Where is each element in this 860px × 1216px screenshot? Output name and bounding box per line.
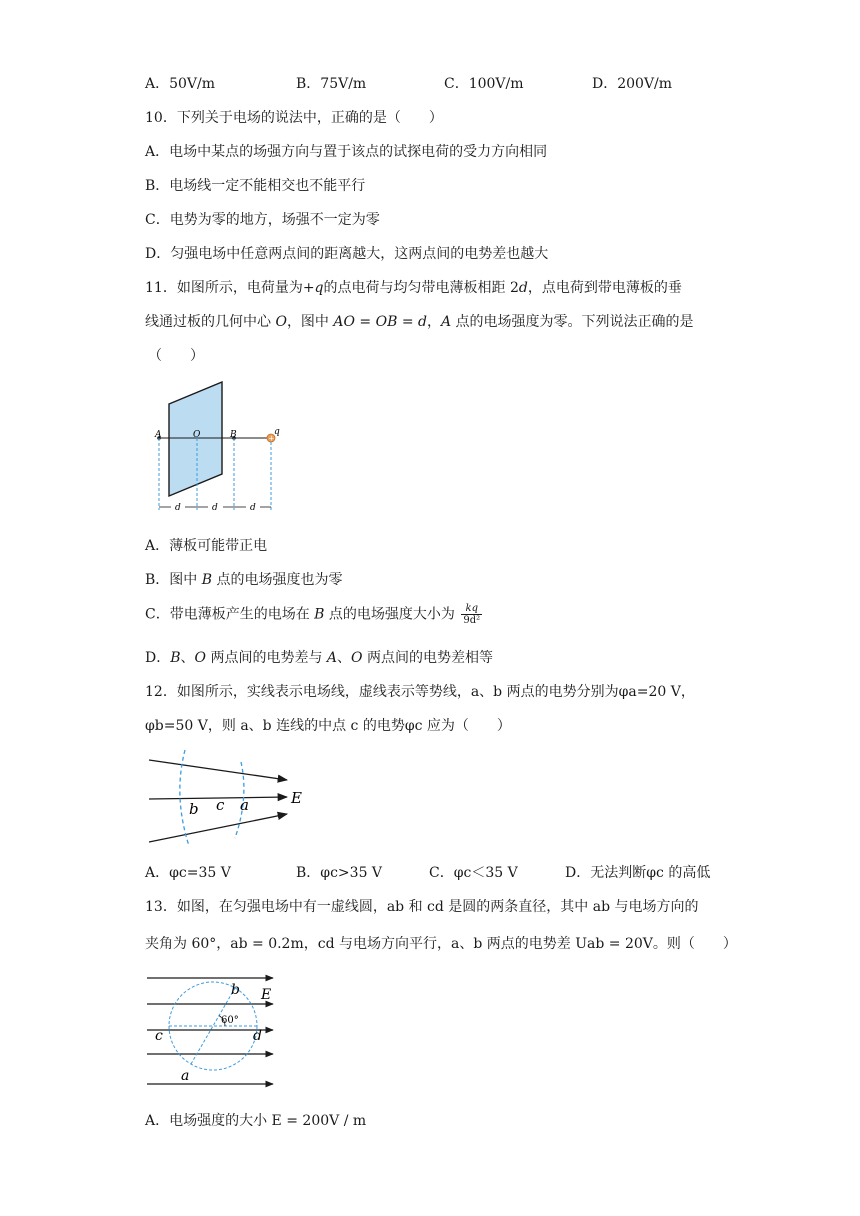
q10-option-a: A．电场中某点的场强方向与置于该点的试探电荷的受力方向相同 (145, 144, 548, 160)
label-d3: d (250, 503, 256, 513)
label-o: O (193, 430, 201, 440)
label-d1: d (175, 503, 181, 513)
q10-option-c: C．电势为零的地方，场强不一定为零 (145, 212, 380, 228)
label-d2: d (212, 503, 218, 513)
label-b: b (231, 982, 240, 998)
diameter-ab (191, 988, 235, 1064)
dashed-circle (169, 982, 257, 1070)
q11-stem-line1: 11．如图所示，电荷量为+q的点电荷与均匀带电薄板相距 2d，点电荷到带电薄板的垂 (145, 280, 682, 296)
q12-option-a: A．φc=35 V (145, 865, 231, 881)
q9-option-b: B．75V/m (296, 76, 367, 92)
q10-option-d: D．匀强电场中任意两点间的距离越大，这两点间的电势差也越大 (145, 246, 549, 262)
q11-option-c: C．带电薄板产生的电场在 B 点的电场强度大小为 $\frac{kq}{\text{9d²}}$ (145, 603, 481, 626)
svg-text:+: + (268, 434, 275, 443)
label-c: c (155, 1028, 163, 1044)
label-a: A (155, 430, 162, 440)
label-a: a (240, 796, 249, 814)
label-c: c (216, 796, 225, 814)
fraction-kq-9d2: $\frac{kq}{\text{9d²}}$ (463, 603, 481, 626)
q10-stem: 10．下列关于电场的说法中，正确的是（ ） (145, 110, 443, 126)
q12-stem-line1: 12．如图所示，实线表示电场线，虚线表示等势线，a、b 两点的电势分别为φa=20 V， (145, 684, 695, 700)
q12-option-b: B．φc>35 V (296, 865, 383, 881)
q12-figure (145, 748, 315, 848)
field-line-top (149, 760, 287, 780)
q11-option-b: B．图中 B 点的电场强度也为零 (145, 572, 343, 588)
q11-stem-line2: 线通过板的几何中心 O，图中 AO = OB = d，A 点的电场强度为零。下列说法正确的是 (145, 314, 694, 330)
q13-stem-line1: 13．如图，在匀强电场中有一虚线圆，ab 和 cd 是圆的两条直径，其中 ab 与电场方向的 (145, 899, 699, 915)
q13-stem-line2: 夹角为 60°，ab = 0.2m，cd 与电场方向平行，a、b 两点的电势差 Uab = 20V。则（ ） (145, 936, 737, 952)
q9-option-c: C．100V/m (444, 76, 524, 92)
q9-option-d: D．200V/m (592, 76, 673, 92)
q11-figure (145, 378, 295, 518)
label-a: a (181, 1068, 190, 1084)
q11-option-d: D．B、O 两点间的电势差与 A、O 两点间的电势差相等 (145, 650, 493, 666)
label-q: q (274, 427, 280, 437)
label-b: b (189, 800, 199, 818)
label-d: d (253, 1028, 262, 1044)
q9-option-a: A．50V/m (145, 76, 216, 92)
q12-option-d: D．无法判断φc 的高低 (565, 865, 711, 881)
q10-option-b: B．电场线一定不能相交也不能平行 (145, 178, 366, 194)
q13-figure (145, 968, 295, 1096)
label-angle: 60° (221, 1015, 239, 1026)
q12-option-c: C．φc＜35 V (429, 865, 518, 881)
q13-option-a: A．电场强度的大小 E = 200V / m (145, 1113, 367, 1129)
label-b: B (230, 430, 237, 440)
q11-stem-line3: （ ） (148, 348, 204, 364)
q12-stem-line2: φb=50 V，则 a、b 连线的中点 c 的电势φc 应为（ ） (145, 718, 511, 734)
label-e: E (291, 789, 302, 807)
field-line-bottom (149, 814, 287, 842)
label-e: E (261, 987, 272, 1003)
q11-option-a: A．薄板可能带正电 (145, 538, 268, 554)
